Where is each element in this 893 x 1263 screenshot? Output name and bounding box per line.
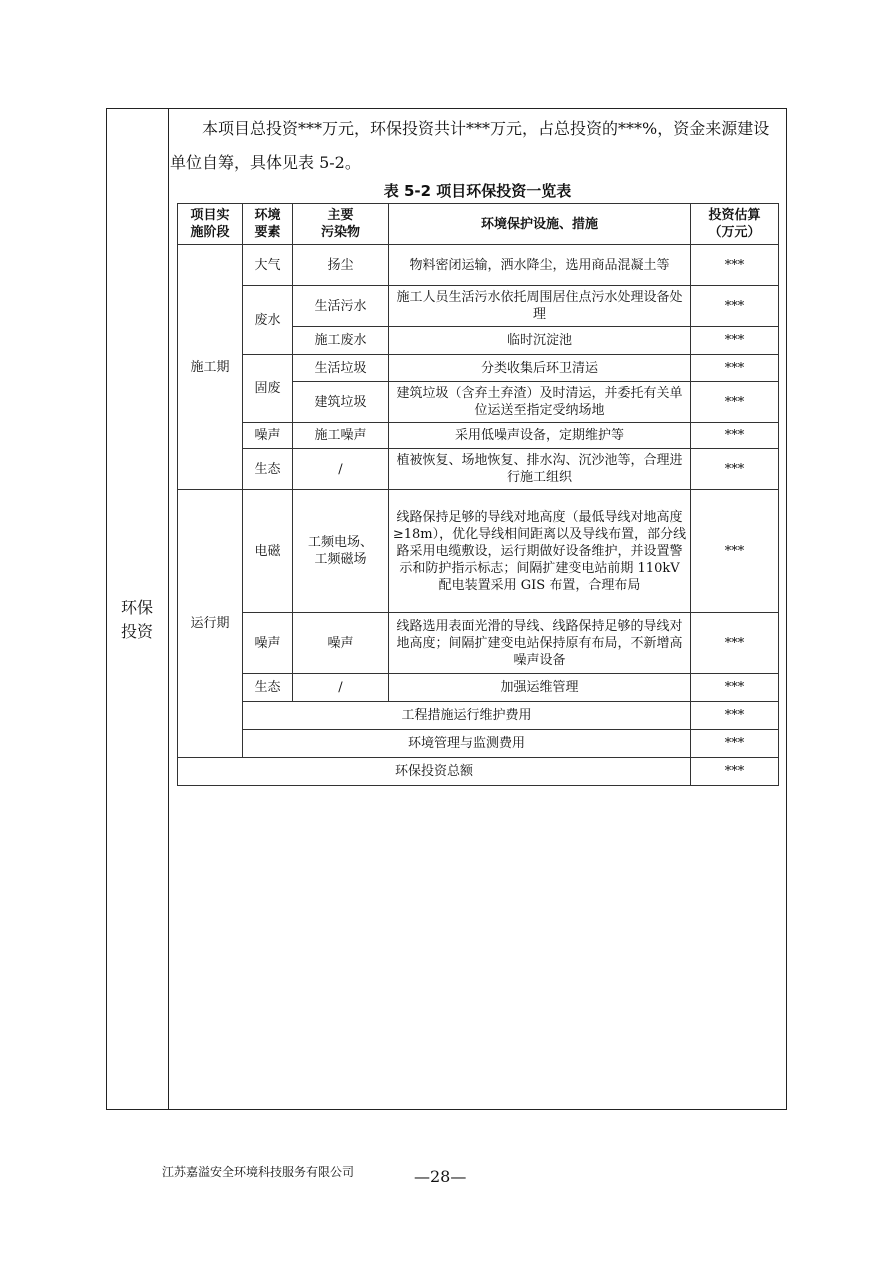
merged-label-cell: 工程措施运行维护费用 [243, 702, 691, 730]
element-cell: 固废 [243, 355, 293, 423]
table-row [178, 490, 779, 613]
measure-cell: 临时沉淀池 [389, 327, 691, 355]
total-cost: *** [691, 758, 779, 786]
pollutant-cell: 噪声 [293, 613, 389, 674]
header-cost: 投资估算 （万元） [691, 204, 779, 245]
pollutant-cell: 施工噪声 [293, 423, 389, 449]
table-row [178, 449, 779, 490]
phase-cell-construction: 施工期 [178, 245, 243, 490]
measure-cell: 建筑垃圾（含弃土弃渣）及时清运，并委托有关单位运送至指定受纳场地 [389, 382, 691, 423]
cost-cell: *** [691, 382, 779, 423]
element-cell: 生态 [243, 674, 293, 702]
pollutant-cell: 扬尘 [293, 245, 389, 286]
table-caption: 表 5-2 项目环保投资一览表 [383, 182, 572, 200]
pollutant-cell: 生活污水 [293, 286, 389, 327]
total-label: 环保投资总额 [178, 758, 691, 786]
cost-cell: *** [691, 674, 779, 702]
cost-cell: *** [691, 423, 779, 449]
cost-cell: *** [691, 286, 779, 327]
total-row [178, 758, 779, 786]
phase-cell-operation: 运行期 [178, 490, 243, 758]
table-row [178, 674, 779, 702]
table-row [178, 245, 779, 286]
table-row [178, 702, 779, 730]
element-cell: 废水 [243, 286, 293, 355]
cost-cell: *** [691, 730, 779, 758]
header-measure: 环境保护设施、措施 [389, 204, 691, 245]
element-cell: 噪声 [243, 613, 293, 674]
table-row [178, 613, 779, 674]
measure-cell: 植被恢复、场地恢复、排水沟、沉沙池等，合理进行施工组织 [389, 449, 691, 490]
header-pollutant: 主要 污染物 [293, 204, 389, 245]
measure-cell: 采用低噪声设备，定期维护等 [389, 423, 691, 449]
cost-cell: *** [691, 449, 779, 490]
element-cell: 噪声 [243, 423, 293, 449]
investment-table [177, 203, 779, 786]
pollutant-cell: 建筑垃圾 [293, 382, 389, 423]
cost-cell: *** [691, 702, 779, 730]
table-row [178, 730, 779, 758]
pollutant-cell: 生活垃圾 [293, 355, 389, 382]
header-element: 环境 要素 [243, 204, 293, 245]
page-number: —28— [414, 1167, 467, 1186]
section-label [106, 596, 168, 644]
measure-cell: 施工人员生活污水依托周围居住点污水处理设备处理 [389, 286, 691, 327]
measure-cell: 分类收集后环卫清运 [389, 355, 691, 382]
cost-cell: *** [691, 490, 779, 613]
measure-cell: 线路选用表面光滑的导线、线路保持足够的导线对地高度；间隔扩建变电站保持原有布局，不新增高噪声设备 [389, 613, 691, 674]
section-label-line1: 环保 [120, 598, 153, 617]
cost-cell: *** [691, 245, 779, 286]
table-row [178, 423, 779, 449]
table-row [178, 286, 779, 327]
element-cell: 生态 [243, 449, 293, 490]
measure-cell: 物料密闭运输，洒水降尘，选用商品混凝土等 [389, 245, 691, 286]
pollutant-cell: / [293, 449, 389, 490]
footer-company: 江苏嘉溢安全环境科技服务有限公司 [162, 1165, 355, 1179]
table-row [178, 355, 779, 382]
measure-cell: 加强运维管理 [389, 674, 691, 702]
element-cell: 电磁 [243, 490, 293, 613]
intro-paragraph: 本项目总投资***万元，环保投资共计***万元，占总投资的***%，资金来源建设单位自筹，具体见表 5-2。 [170, 119, 770, 172]
pollutant-cell: 施工废水 [293, 327, 389, 355]
merged-label-cell: 环境管理与监测费用 [243, 730, 691, 758]
cost-cell: *** [691, 613, 779, 674]
table-header-row [178, 204, 779, 245]
measure-cell: 线路保持足够的导线对地高度（最低导线对地高度≥18m），优化导线相间距离以及导线布置，部分线路采用电缆敷设，运行期做好设备维护，并设置警示和防护指示标志；间隔扩建变电站前期 110kV 配电装置采用 GIS 布置，合理布局 [389, 490, 691, 613]
column-divider [168, 108, 169, 1110]
pollutant-cell: 工频电场、 工频磁场 [293, 490, 389, 613]
pollutant-cell: / [293, 674, 389, 702]
cost-cell: *** [691, 355, 779, 382]
element-cell: 大气 [243, 245, 293, 286]
header-phase: 项目实 施阶段 [178, 204, 243, 245]
section-label-line2: 投资 [120, 622, 153, 641]
cost-cell: *** [691, 327, 779, 355]
